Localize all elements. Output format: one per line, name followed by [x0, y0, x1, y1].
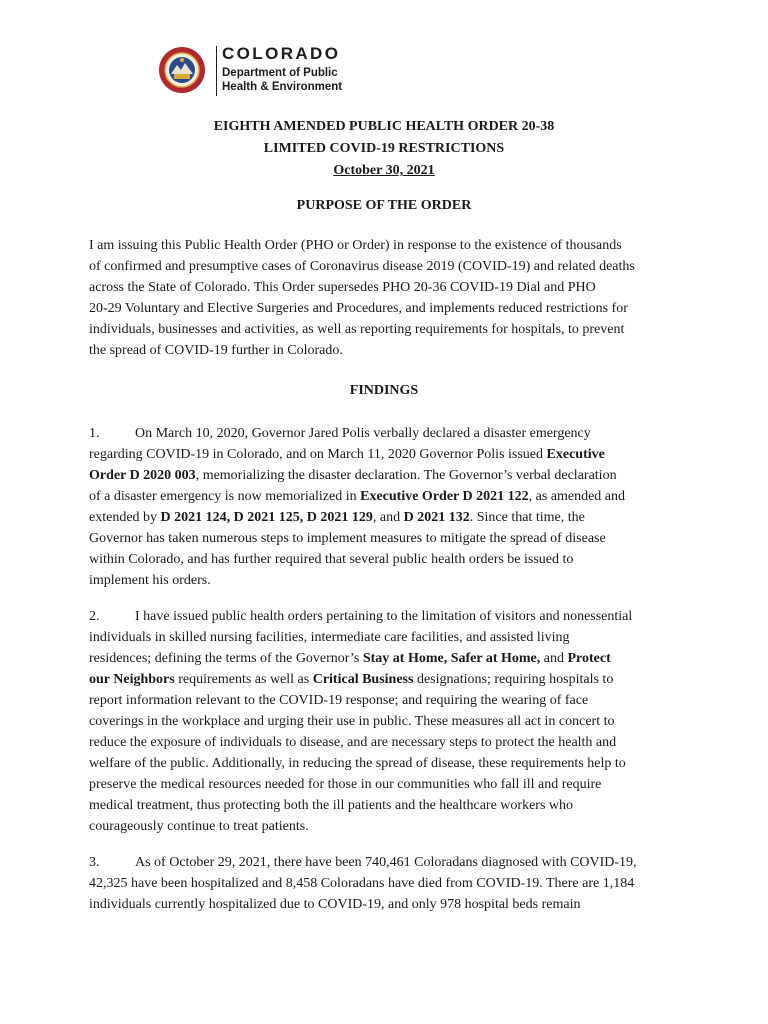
paragraph-line: report information relevant to the COVID-19 response; and requiring the wearing of face: [89, 693, 589, 708]
paragraph-line: I am issuing this Public Health Order (PHO or Order) in response to the existence of thousands: [89, 238, 622, 253]
colorado-state-seal-icon: [158, 46, 206, 94]
text-run: residences; defining the terms of the Governor’s: [89, 651, 363, 666]
text-run: extended by: [89, 510, 161, 525]
text-run: As of October 29, 2021, there have been 740,461 Coloradans diagnosed with COVID-19,: [135, 855, 637, 870]
paragraph-line: of confirmed and presumptive cases of Coronavirus disease 2019 (COVID-19) and related deaths: [89, 259, 635, 274]
text-run: , memorializing the disaster declaration. The Governor’s verbal declaration: [195, 468, 617, 483]
findings-heading: FINDINGS: [349, 383, 419, 398]
paragraph-line: [89, 465, 681, 486]
text-run: of a disaster emergency is now memorialized in: [89, 489, 361, 504]
paragraph-line: [89, 606, 681, 627]
bold-text: Stay at Home, Safer at Home,: [362, 651, 541, 666]
text-run: requirements as well as: [174, 672, 313, 687]
bold-text: Order D 2020 003: [89, 468, 196, 483]
paragraph-line: coverings in the workplace and urging their use in public. These measures all act in concert to: [89, 714, 615, 729]
finding-number: 2.: [89, 609, 100, 624]
bold-text: Executive Order D 2021 122: [360, 489, 529, 504]
purpose-heading: PURPOSE OF THE ORDER: [296, 198, 472, 213]
paragraph-line: the spread of COVID-19 further in Colorado.: [89, 343, 343, 358]
paragraph-line: reduce the exposure of individuals to disease, and are necessary steps to protect the health and: [89, 735, 617, 750]
paragraph-line: [89, 648, 681, 669]
paragraph-line: implement his orders.: [89, 573, 211, 588]
paragraph-line: individuals in skilled nursing facilities, intermediate care facilities, and assisted living: [89, 630, 570, 645]
text-run: , and: [372, 510, 404, 525]
paragraph-line: courageously continue to treat patients.: [89, 819, 309, 834]
paragraph-line: [89, 507, 681, 528]
order-title: EIGHTH AMENDED PUBLIC HEALTH ORDER 20-38: [213, 119, 555, 134]
bold-text: our Neighbors: [89, 672, 175, 687]
bold-text: D 2021 132: [403, 510, 470, 525]
finding-2: [89, 606, 681, 837]
paragraph-line: medical treatment, thus protecting both the ill patients and the healthcare workers who: [89, 798, 574, 813]
finding-number: 1.: [89, 426, 100, 441]
logo-dept-line-2: Health & Environment: [222, 81, 343, 93]
bold-text: Critical Business: [312, 672, 414, 687]
logo-divider: [216, 46, 217, 96]
paragraph-line: [89, 423, 681, 444]
paragraph-line: welfare of the public. Additionally, in reducing the spread of disease, these requirements help to: [89, 756, 626, 771]
paragraph-line: individuals, businesses and activities, as well as reporting requirements for hospitals, to prevent: [89, 322, 625, 337]
order-title-block: [0, 116, 768, 182]
paragraph-line: Governor has taken numerous steps to implement measures to mitigate the spread of disease: [89, 531, 606, 546]
text-run: regarding COVID-19 in Colorado, and on March 11, 2020 Governor Polis issued: [89, 447, 547, 462]
text-run: and: [540, 651, 568, 666]
bold-text: Executive: [546, 447, 605, 462]
paragraph-line: within Colorado, and has further required that several public health orders be issued to: [89, 552, 574, 567]
text-run: . Since that time, the: [469, 510, 585, 525]
finding-1: [89, 423, 681, 591]
text-run: On March 10, 2020, Governor Jared Polis verbally declared a disaster emergency: [135, 426, 591, 441]
paragraph-line: [89, 486, 681, 507]
logo-department-name: [222, 66, 342, 94]
finding-3: [89, 852, 681, 915]
paragraph-line: across the State of Colorado. This Order supersedes PHO 20-36 COVID-19 Dial and PHO: [89, 280, 596, 295]
paragraph-line: preserve the medical resources needed for those in our communities who fall ill and require: [89, 777, 602, 792]
paragraph-line: 42,325 have been hospitalized and 8,458 Coloradans have died from COVID-19. There are 1,184: [89, 876, 635, 891]
order-subtitle: LIMITED COVID-19 RESTRICTIONS: [263, 141, 505, 156]
text-run: I have issued public health orders pertaining to the limitation of visitors and nonessential: [135, 609, 633, 624]
paragraph-line: individuals currently hospitalized due to COVID-19, and only 978 hospital beds remain: [89, 897, 581, 912]
order-date: October 30, 2021: [333, 163, 435, 178]
finding-number: 3.: [89, 855, 100, 870]
cdphe-logo: [158, 44, 358, 100]
paragraph-line: [89, 444, 681, 465]
purpose-paragraph: [89, 235, 681, 361]
bold-text: D 2021 124, D 2021 125, D 2021 129: [160, 510, 373, 525]
bold-text: Protect: [567, 651, 611, 666]
text-run: , as amended and: [528, 489, 626, 504]
paragraph-line: [89, 669, 681, 690]
paragraph-line: 20-29 Voluntary and Elective Surgeries and Procedures, and implements reduced restrictions for: [89, 301, 628, 316]
logo-dept-line-1: Department of Public: [222, 67, 338, 79]
text-run: designations; requiring hospitals to: [413, 672, 614, 687]
paragraph-line: [89, 852, 681, 873]
logo-state-name: COLORADO: [222, 44, 341, 63]
